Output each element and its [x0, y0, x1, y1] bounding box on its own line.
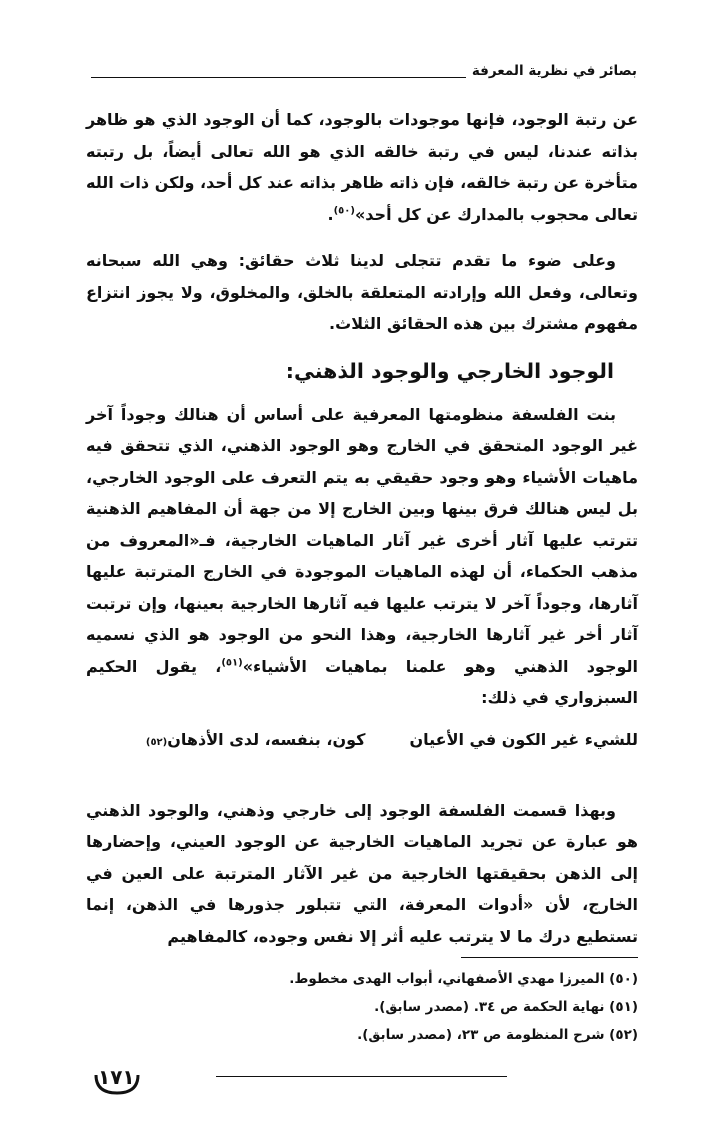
footnote-52: (٥٢) شرح المنظومة ص ٢٣، (مصدر سابق). [357, 1027, 638, 1043]
body-text [86, 104, 638, 952]
page-number: ١٧١ [98, 1065, 135, 1089]
paragraph-3 [86, 399, 638, 714]
footnote-50: (٥٠) الميرزا مهدي الأصفهاني، أبواب الهدى مخطوط. [289, 971, 638, 987]
verse-first-hemistich: للشيء غير الكون في الأعيان [409, 729, 638, 749]
footnote-rule [461, 957, 638, 958]
footnote-51: (٥١) نهاية الحكمة ص ٣٤. (مصدر سابق). [374, 999, 638, 1015]
paragraph-2 [86, 245, 638, 340]
footnotes [86, 965, 638, 1049]
verse: للشيء غير الكون في الأعيان كون، بنفسه، لدى الأذهان (٥٢) [86, 724, 638, 755]
running-header [91, 60, 637, 86]
note-ref-51: (٥١) [221, 657, 243, 669]
paragraph-1-tail: . [327, 204, 334, 224]
note-ref-50: (٥٠) [333, 205, 355, 217]
page-footer [86, 1063, 546, 1103]
running-header-title: بصائر في نظرية المعرفة [466, 60, 637, 82]
paragraph-3-tail: ، يقول الحكيم السبزواري في ذلك: [86, 656, 638, 707]
section-heading: الوجود الخارجي والوجود الذهني: [285, 358, 614, 383]
paragraph-3-text: بنت الفلسفة منظومتها المعرفية على أساس أن هنالك وجوداً آخر غير الوجود المتحقق في الخارج وهو الوجود الذهني، الذي تتحقق فيه ماهيات الأشياء وهو وجود حقيقي به يتم التعرف على الوجود الخارجي، بل ليس هنالك فرق بينها وبين الخارج إلا من جهة أن المفاهيم الذهنية تترتب عليها آثار أخرى غير آثار الماهيات الخارجية، فـ«المعروف من مذهب الحكماء، أن لهذه الماهيات الموجودة في الخارج المترتبة عليها آثارها، وجوداً آخر لا يترتب عليها فيه آثارها الخارجية بعينها، وإن ترتبت آثار أخر غير آثارها الخارجية، وهذا النحو من الوجود هو الذي نسميه الوجود الذهني وهو علمنا بماهيات الأشياء» [86, 404, 638, 676]
paragraph-4 [86, 795, 638, 953]
verse-second-hemistich: كون، بنفسه، لدى الأذهان [167, 729, 366, 749]
paragraph-1-text: عن رتبة الوجود، فإنها موجودات بالوجود، كما أن الوجود الذي هو ظاهر بذاته عندنا، ليس في رتبة خالقه الذي هو الله تعالى أيضاً، بل رتبته متأخرة عن رتبة خالقه، فإن ذاته ظاهر بذاته عند كل أحد، ولكن ذات الله تعالى محجوب بالمدارك عن كل أحد» [86, 110, 638, 224]
paragraph-4-text: وبهذا قسمت الفلسفة الوجود إلى خارجي وذهني، والوجود الذهني هو عبارة عن تجريد الماهيات الخارجية عن الوجود العيني، وإحضارها إلى الذهن بحقيقتها الخارجية من غير الآثار المترتبة على العين في الخارج، لأن «أدوات المعرفة، التي تتبلور جذورها في الذهن، إنما تستطيع درك ما لا يترتب عليه أثر إلا نفس وجوده، كالمفاهيم [86, 800, 638, 946]
paragraph-1 [86, 104, 638, 230]
footer-rule [216, 1076, 507, 1077]
paragraph-2-text: وعلى ضوء ما تقدم تتجلى لدينا ثلاث حقائق: وهي الله سبحانه وتعالى، وفعل الله وإرادته المتعلقة بالخلق، والمخلوق، ولا يجوز انتزاع مفهوم مشترك بين هذه الحقائق الثلاث. [86, 251, 638, 333]
